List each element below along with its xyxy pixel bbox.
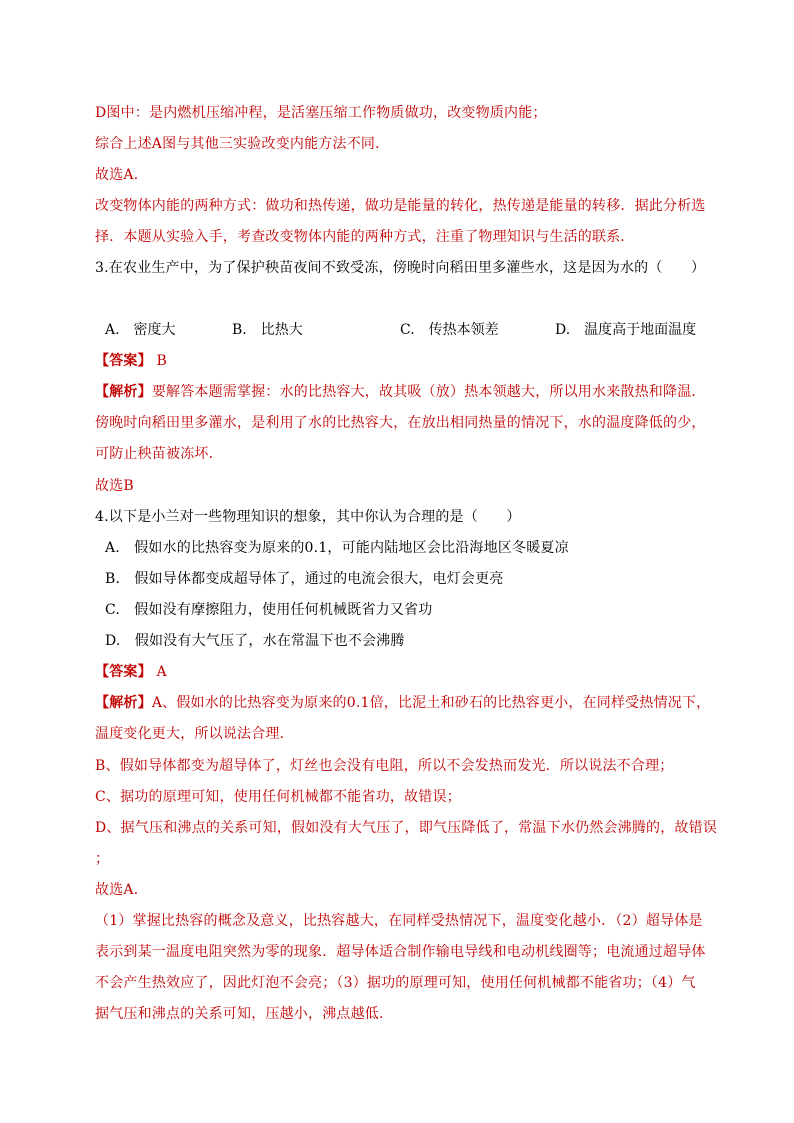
q4-answer-label: 【答案】 — [95, 664, 152, 680]
q4-conclusion: 故选A． — [95, 882, 148, 898]
q4-note-line-1: （1）掌握比热容的概念及意义，比热容越大，在同样受热情况下，温度变化越小．（2）超导体是 — [95, 913, 703, 929]
q4-stem: 4.以下是小兰对一些物理知识的想象，其中你认为合理的是（ ） — [95, 509, 521, 525]
prev-note-line-1: 改变物体内能的两种方式：做功和热传递，做功是能量的转化，热传递是能量的转移．据此分析选 — [95, 198, 706, 214]
q3-option-c: C. 传热本领差 — [400, 322, 499, 338]
q4-analysis-line-b: B、假如导体都变为超导体了，灯丝也会没有电阻，所以不会发热而发光．所以说法不合理； — [95, 758, 674, 774]
q4-answer — [95, 662, 167, 682]
q3-option-b: B. 比热大 — [232, 322, 303, 338]
q3-answer-value: B — [156, 353, 167, 369]
q4-option-b: B. 假如导体都变成超导体了，通过的电流会很大，电灯会更亮 — [105, 571, 504, 587]
prev-summary: 综合上述A图与其他三实验改变内能方法不同． — [95, 136, 390, 152]
q4-analysis-line-a2: 温度变化更大，所以说法合理． — [95, 726, 294, 742]
q4-option-c: C. 假如没有摩擦阻力，使用任何机械既省力又省功 — [105, 602, 433, 618]
q4-analysis-label: 【解析】 — [95, 695, 152, 711]
q3-analysis-line-2: 傍晚时向稻田里多灌水，是利用了水的比热容大，在放出相同热量的情况下，水的温度降低的少， — [95, 415, 706, 431]
q3-option-a: A. 密度大 — [105, 322, 176, 338]
q4-analysis-line-d2: ； — [95, 851, 110, 867]
q3-stem: 3.在农业生产中，为了保护秧苗夜间不致受冻，傍晚时向稻田里多灌些水，这是因为水的（ ） — [95, 260, 706, 276]
q3-answer — [95, 351, 167, 371]
prev-analysis-d: D图中：是内燃机压缩冲程，是活塞压缩工作物质做功，改变物质内能； — [95, 105, 547, 121]
q3-answer-label: 【答案】 — [95, 353, 152, 369]
q3-conclusion: 故选B — [95, 478, 134, 494]
q3-option-d: D. 温度高于地面温度 — [555, 322, 697, 338]
q3-analysis-label: 【解析】 — [95, 384, 152, 400]
q3-analysis-line-1 — [95, 382, 706, 402]
q4-analysis-line-a1 — [95, 693, 710, 713]
q4-note-line-3: 不会产生热效应了，因此灯泡不会亮；（3）据功的原理可知，使用任何机械都不能省功；（4）气 — [95, 975, 696, 991]
q4-analysis-line-d1: D、据气压和沸点的关系可知，假如没有大气压了，即气压降低了，常温下水仍然会沸腾的，故错误 — [95, 820, 718, 836]
q4-answer-value: A — [156, 664, 167, 680]
q4-analysis-text-a1: A、假如水的比热容变为原来的0.1倍，比泥土和砂石的比热容更小，在同样受热情况下， — [151, 695, 711, 711]
prev-answer: 故选A． — [95, 167, 148, 183]
q4-analysis-line-c: C、据功的原理可知，使用任何机械都不能省功，故错误； — [95, 789, 461, 805]
q3-analysis-text-1: 要解答本题需掌握：水的比热容大，故其吸（放）热本领越大，所以用水来散热和降温． — [151, 384, 706, 400]
q4-note-line-2: 表示到某一温度电阻突然为零的现象．超导体适合制作输电导线和电动机线圈等；电流通过超导体 — [95, 944, 706, 960]
q3-analysis-line-3: 可防止秧苗被冻坏． — [95, 446, 223, 462]
q4-option-a: A. 假如水的比热容变为原来的0.1，可能内陆地区会比沿海地区冬暖夏凉 — [105, 540, 569, 556]
prev-note-line-2: 择．本题从实验入手，考查改变物体内能的两种方式，注重了物理知识与生活的联系． — [95, 229, 635, 245]
q4-note-line-4: 据气压和沸点的关系可知，压越小，沸点越低． — [95, 1006, 394, 1022]
q4-option-d: D. 假如没有大气压了，水在常温下也不会沸腾 — [105, 633, 405, 649]
